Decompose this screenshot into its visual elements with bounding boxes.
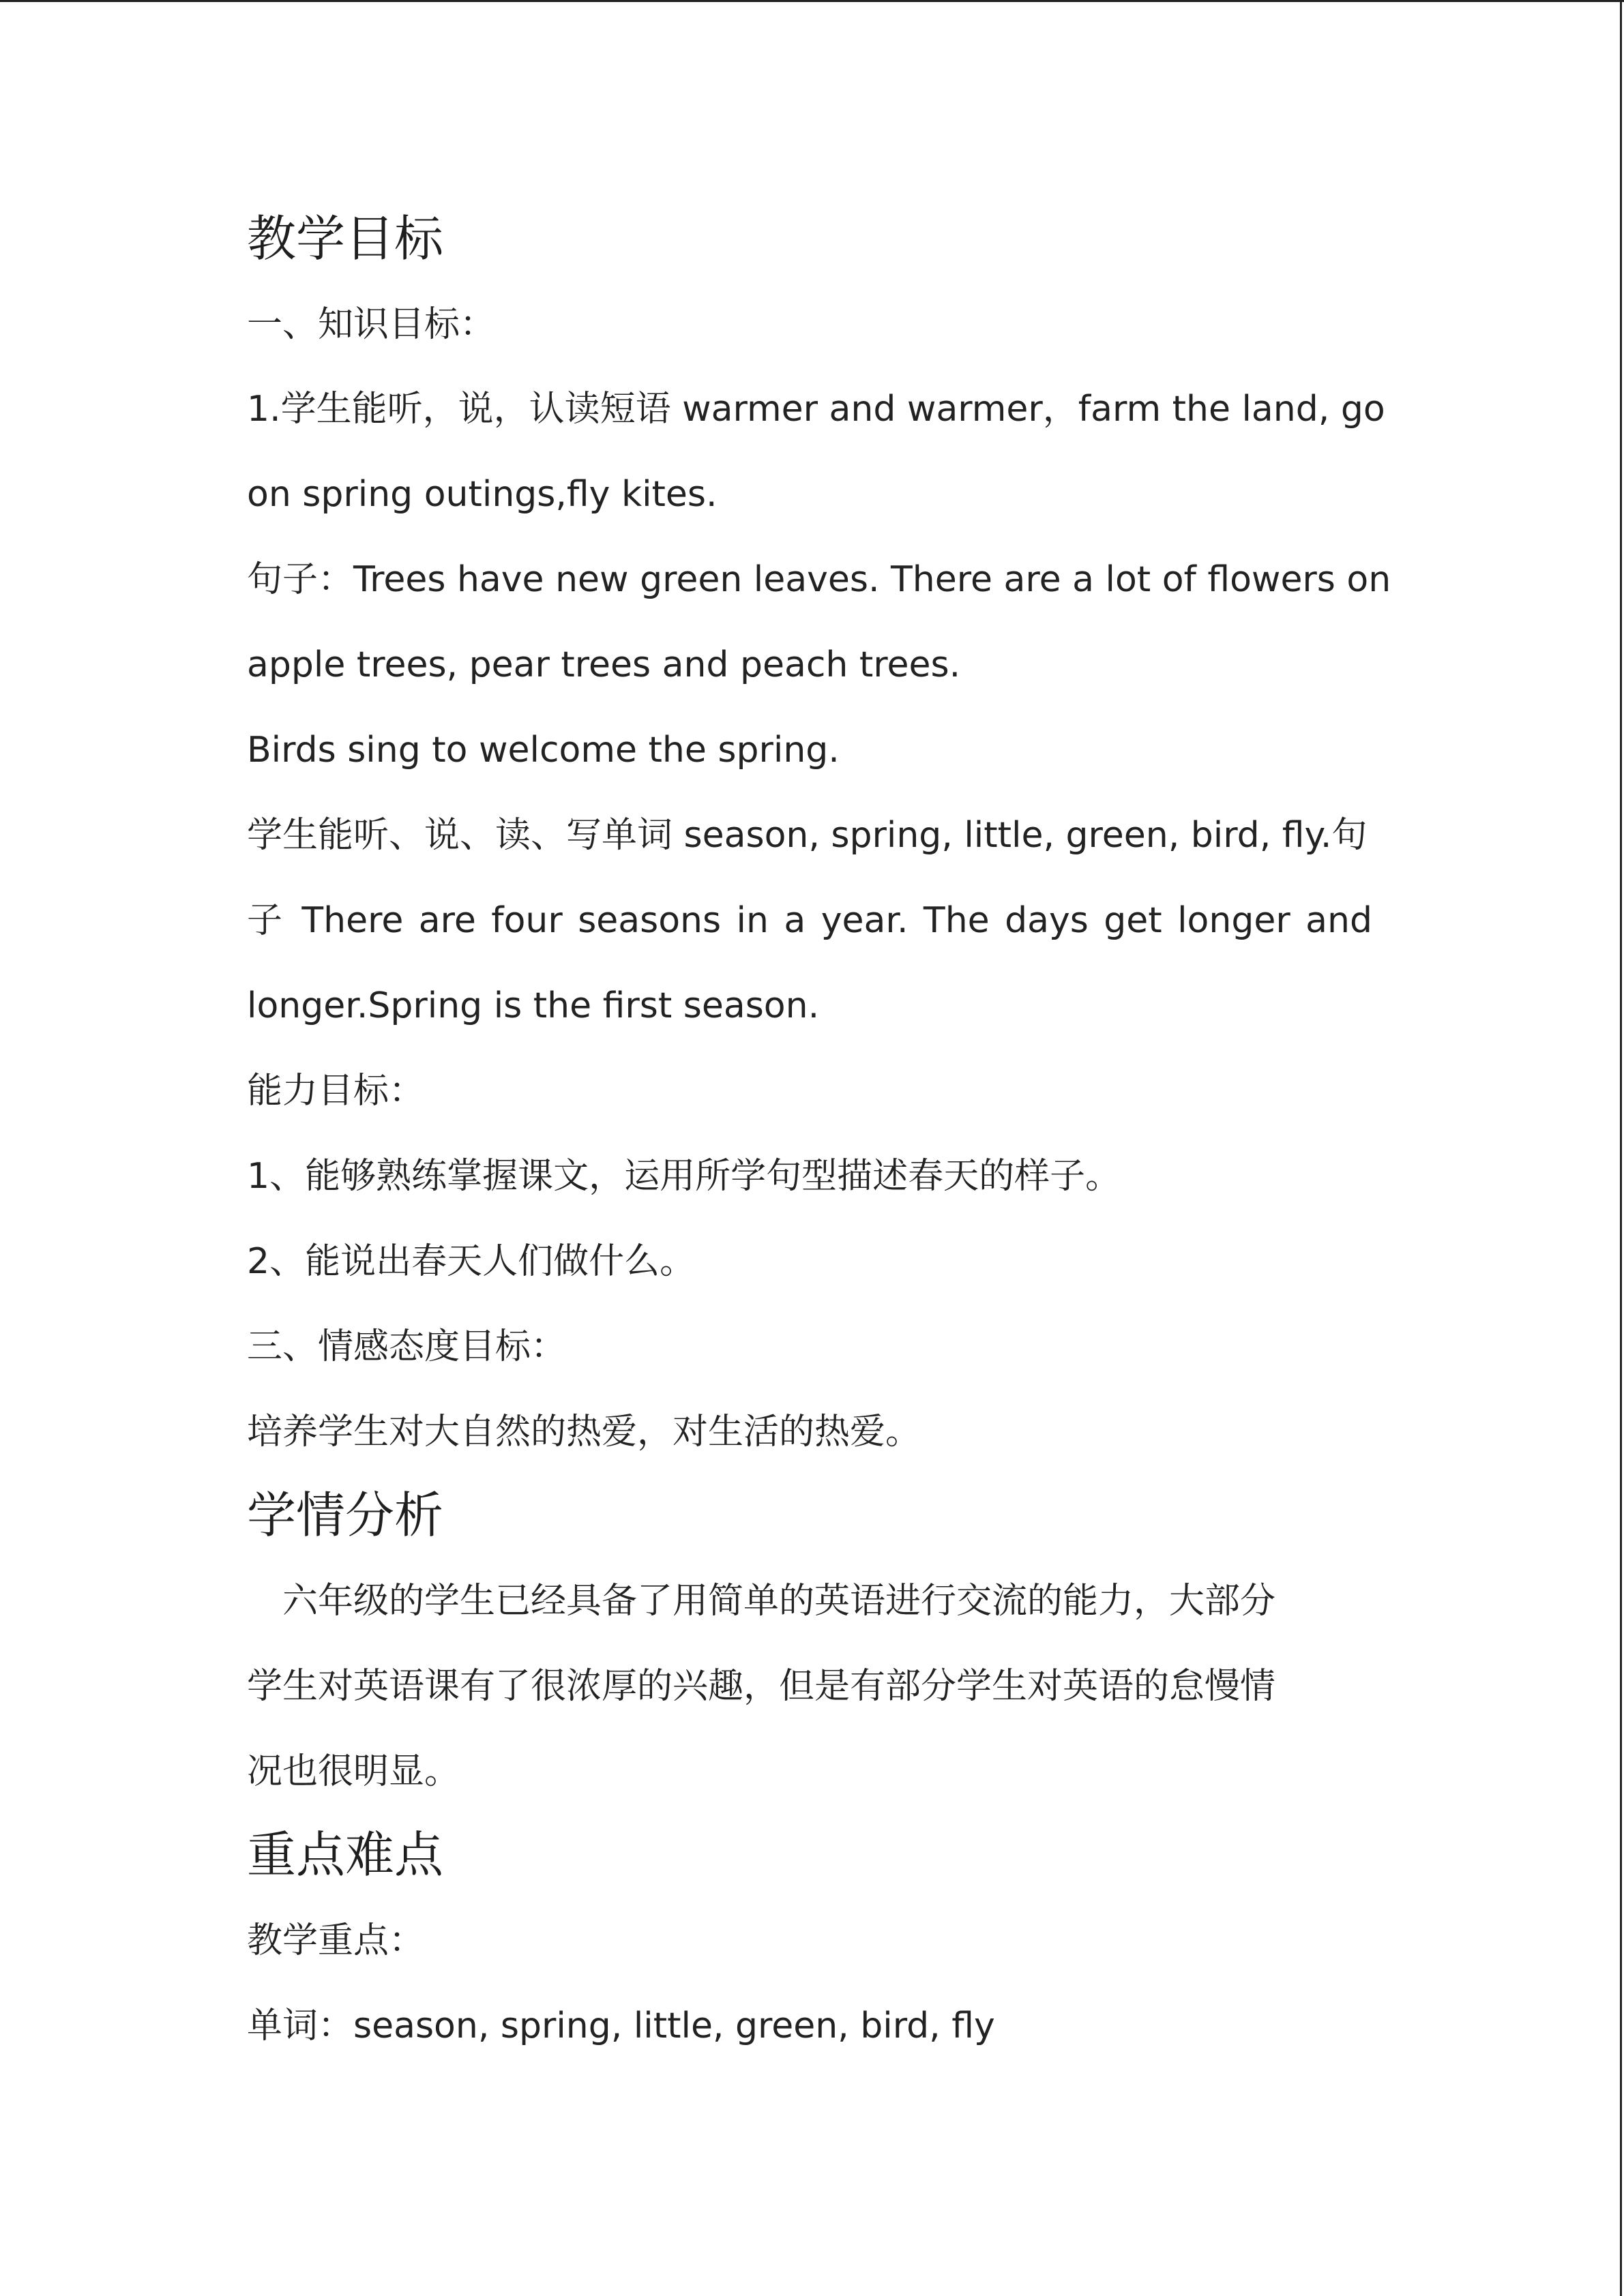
key-point-label: 教学重点： [247,1920,425,1961]
words-line-2 [247,900,1372,941]
emotion-goal-label: 三、情感态度目标： [247,1326,567,1367]
analysis-line-1: 六年级的学生已经具备了用简单的英语进行交流的能力，大部分 [247,1581,1276,1622]
key-point-words: 单词：season, spring, little, green, bird, fly [247,2006,995,2046]
ability-item-2: 2、能说出春天人们做什么。 [247,1241,696,1282]
knowledge-goal-label: 一、知识目标： [247,304,496,345]
words-line-2-text: 子 There are four seasons in a year. The days get longer and [247,900,1372,941]
heading-student-analysis: 学情分析 [247,1487,444,1544]
sentence-line-2: apple trees, pear trees and peach trees. [247,644,961,685]
sentence-line-1: 句子：Trees have new green leaves. There are a lot of flowers on [247,559,1391,600]
words-line-1: 学生能听、说、读、写单词 season, spring, little, green, bird, fly.句 [247,815,1368,856]
knowledge-item-1-line-2: on spring outings,fly kites. [247,474,718,515]
knowledge-item-1-line-1: 1.学生能听，说，认读短语 warmer and warmer，farm the land, go [247,389,1385,430]
emotion-item: 培养学生对大自然的热爱，对生活的热爱。 [247,1412,921,1452]
heading-teaching-goals: 教学目标 [247,210,444,267]
sentence-line-3: Birds sing to welcome the spring. [247,730,840,771]
analysis-line-2: 学生对英语课有了很浓厚的兴趣，但是有部分学生对英语的怠慢情 [247,1666,1276,1707]
ability-item-1: 1、能够熟练掌握课文，运用所学句型描述春天的样子。 [247,1156,1121,1197]
heading-key-points: 重点难点 [247,1826,444,1883]
ability-goal-label: 能力目标： [247,1071,425,1112]
analysis-line-3: 况也很明显。 [247,1751,460,1792]
words-line-3: longer.Spring is the first season. [247,985,820,1026]
